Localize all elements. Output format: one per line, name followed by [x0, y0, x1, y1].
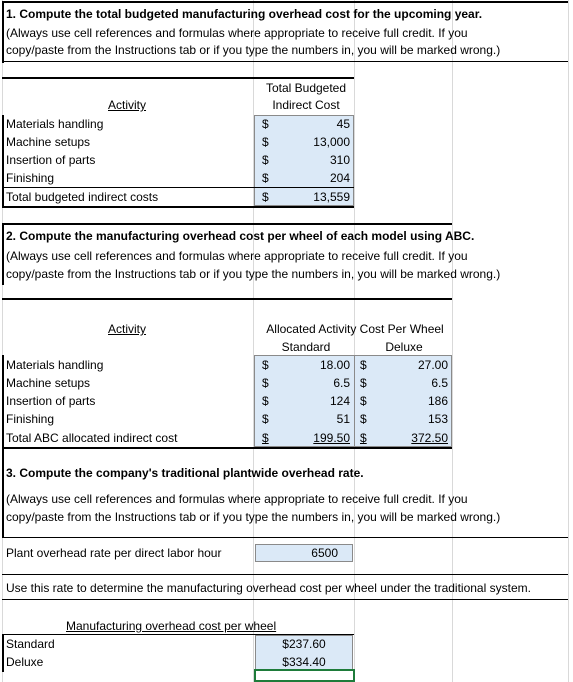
grid-line — [568, 0, 569, 682]
q3-note-line2: copy/paste from the Instructions tab or if you type the numbers in, you will be marked wrong.) — [6, 510, 501, 524]
dollar-sign: $ — [262, 117, 269, 131]
q1-activity-label: Activity — [108, 98, 147, 112]
mfg-standard-value[interactable]: $237.60 — [282, 637, 326, 651]
dollar-sign: $ — [262, 190, 269, 204]
dollar-sign: $ — [360, 431, 367, 445]
q1-row-value[interactable]: 204 — [329, 171, 350, 185]
rate-value[interactable]: 6500 — [311, 546, 338, 560]
q2-left-border — [2, 223, 4, 285]
q1-note-line2: copy/paste from the Instructions tab or if you type the numbers in, you will be marked wrong.) — [6, 43, 501, 57]
q2-title: 2. Compute the manufacturing overhead cost per wheel of each model using ABC. — [6, 229, 475, 243]
q2-deluxe-value[interactable]: 153 — [427, 412, 448, 426]
rate-label: Plant overhead rate per direct labor hour — [6, 546, 222, 560]
q2-note-line1: (Always use cell references and formulas where appropriate to receive full credit. If you — [6, 249, 468, 263]
active-cell-selection[interactable] — [254, 669, 355, 682]
q2-row-label: Materials handling — [6, 358, 104, 372]
dollar-sign: $ — [360, 412, 367, 426]
q2-row-label: Machine setups — [6, 376, 91, 390]
mfg-deluxe-value[interactable]: $334.40 — [282, 655, 326, 669]
q2-standard-value[interactable]: 6.5 — [333, 376, 350, 390]
mfg-header: Manufacturing overhead cost per wheel — [66, 619, 277, 633]
q2-activity-label: Activity — [108, 322, 147, 336]
q3-note-line1: (Always use cell references and formulas where appropriate to receive full credit. If you — [6, 492, 468, 506]
q2-table-bottom-border — [2, 447, 452, 449]
q3-left-border — [2, 448, 4, 538]
top-border — [2, 1, 568, 3]
dollar-sign: $ — [262, 412, 269, 426]
q1-left-border — [2, 1, 4, 63]
dollar-sign: $ — [262, 171, 269, 185]
q1-row-value[interactable]: 45 — [336, 117, 350, 131]
q1-row-value[interactable]: 310 — [329, 153, 350, 167]
q1-row-label: Insertion of parts — [6, 153, 96, 167]
q1-table-bottom-border — [2, 206, 354, 208]
q2-table-left-border — [2, 355, 4, 448]
q2-total-label: Total ABC allocated indirect cost — [6, 431, 178, 445]
q1-table-top-border — [2, 77, 354, 79]
q1-row-label: Finishing — [6, 171, 55, 185]
mfg-row-label: Standard — [6, 637, 55, 651]
q2-total-standard[interactable]: 199.50 — [313, 431, 350, 445]
dollar-sign: $ — [262, 153, 269, 167]
instruction-top-border — [2, 574, 568, 575]
dollar-sign: $ — [262, 135, 269, 149]
q2-note-line2: copy/paste from the Instructions tab or if you type the numbers in, you will be marked wrong.) — [6, 267, 501, 281]
q1-header-line1: Total Budgeted — [265, 81, 347, 95]
mfg-row-label: Deluxe — [6, 655, 44, 669]
q1-table-left-border — [2, 115, 4, 207]
q1-total-label: Total budgeted indirect costs — [6, 190, 159, 204]
q1-row-label: Machine setups — [6, 135, 91, 149]
q3-note-divider — [2, 537, 568, 538]
q2-deluxe-value[interactable]: 6.5 — [431, 376, 448, 390]
dollar-sign: $ — [262, 358, 269, 372]
instruction-bottom-border — [2, 599, 568, 600]
q2-deluxe-value[interactable]: 27.00 — [417, 358, 448, 372]
q2-note-divider — [2, 298, 452, 300]
dollar-sign: $ — [262, 376, 269, 390]
q1-note-divider — [2, 61, 568, 62]
dollar-sign: $ — [262, 431, 269, 445]
dollar-sign: $ — [262, 394, 269, 408]
q2-column-divider — [354, 355, 355, 447]
q3-table-left-border — [2, 634, 4, 672]
dollar-sign: $ — [360, 376, 367, 390]
q2-standard-value[interactable]: 124 — [329, 394, 350, 408]
q1-total-value[interactable]: 13,559 — [313, 190, 350, 204]
instruction-text: Use this rate to determine the manufacturing overhead cost per wheel under the traditional system. — [6, 581, 531, 595]
q2-col-standard: Standard — [281, 340, 331, 354]
grid-line — [2, 0, 3, 682]
q1-row-value[interactable]: 13,000 — [313, 135, 350, 149]
dollar-sign: $ — [360, 394, 367, 408]
q2-standard-value[interactable]: 18.00 — [319, 358, 350, 372]
q1-title: 1. Compute the total budgeted manufacturing overhead cost for the upcoming year. — [6, 7, 483, 21]
q2-standard-value[interactable]: 51 — [336, 412, 350, 426]
q2-total-deluxe[interactable]: 372.50 — [411, 431, 448, 445]
q2-deluxe-value[interactable]: 186 — [427, 394, 448, 408]
q2-top-border — [2, 223, 452, 225]
q2-col-deluxe: Deluxe — [385, 340, 423, 354]
q1-total-divider — [2, 187, 354, 188]
q2-row-label: Insertion of parts — [6, 394, 96, 408]
q1-row-label: Materials handling — [6, 117, 104, 131]
q2-row-label: Finishing — [6, 412, 55, 426]
q1-header-line2: Indirect Cost — [272, 98, 340, 112]
dollar-sign: $ — [360, 358, 367, 372]
q1-note-line1: (Always use cell references and formulas where appropriate to receive full credit. If you — [6, 26, 468, 40]
q2-header: Allocated Activity Cost Per Wheel — [266, 322, 444, 336]
q3-title: 3. Compute the company's traditional plantwide overhead rate. — [6, 466, 364, 480]
